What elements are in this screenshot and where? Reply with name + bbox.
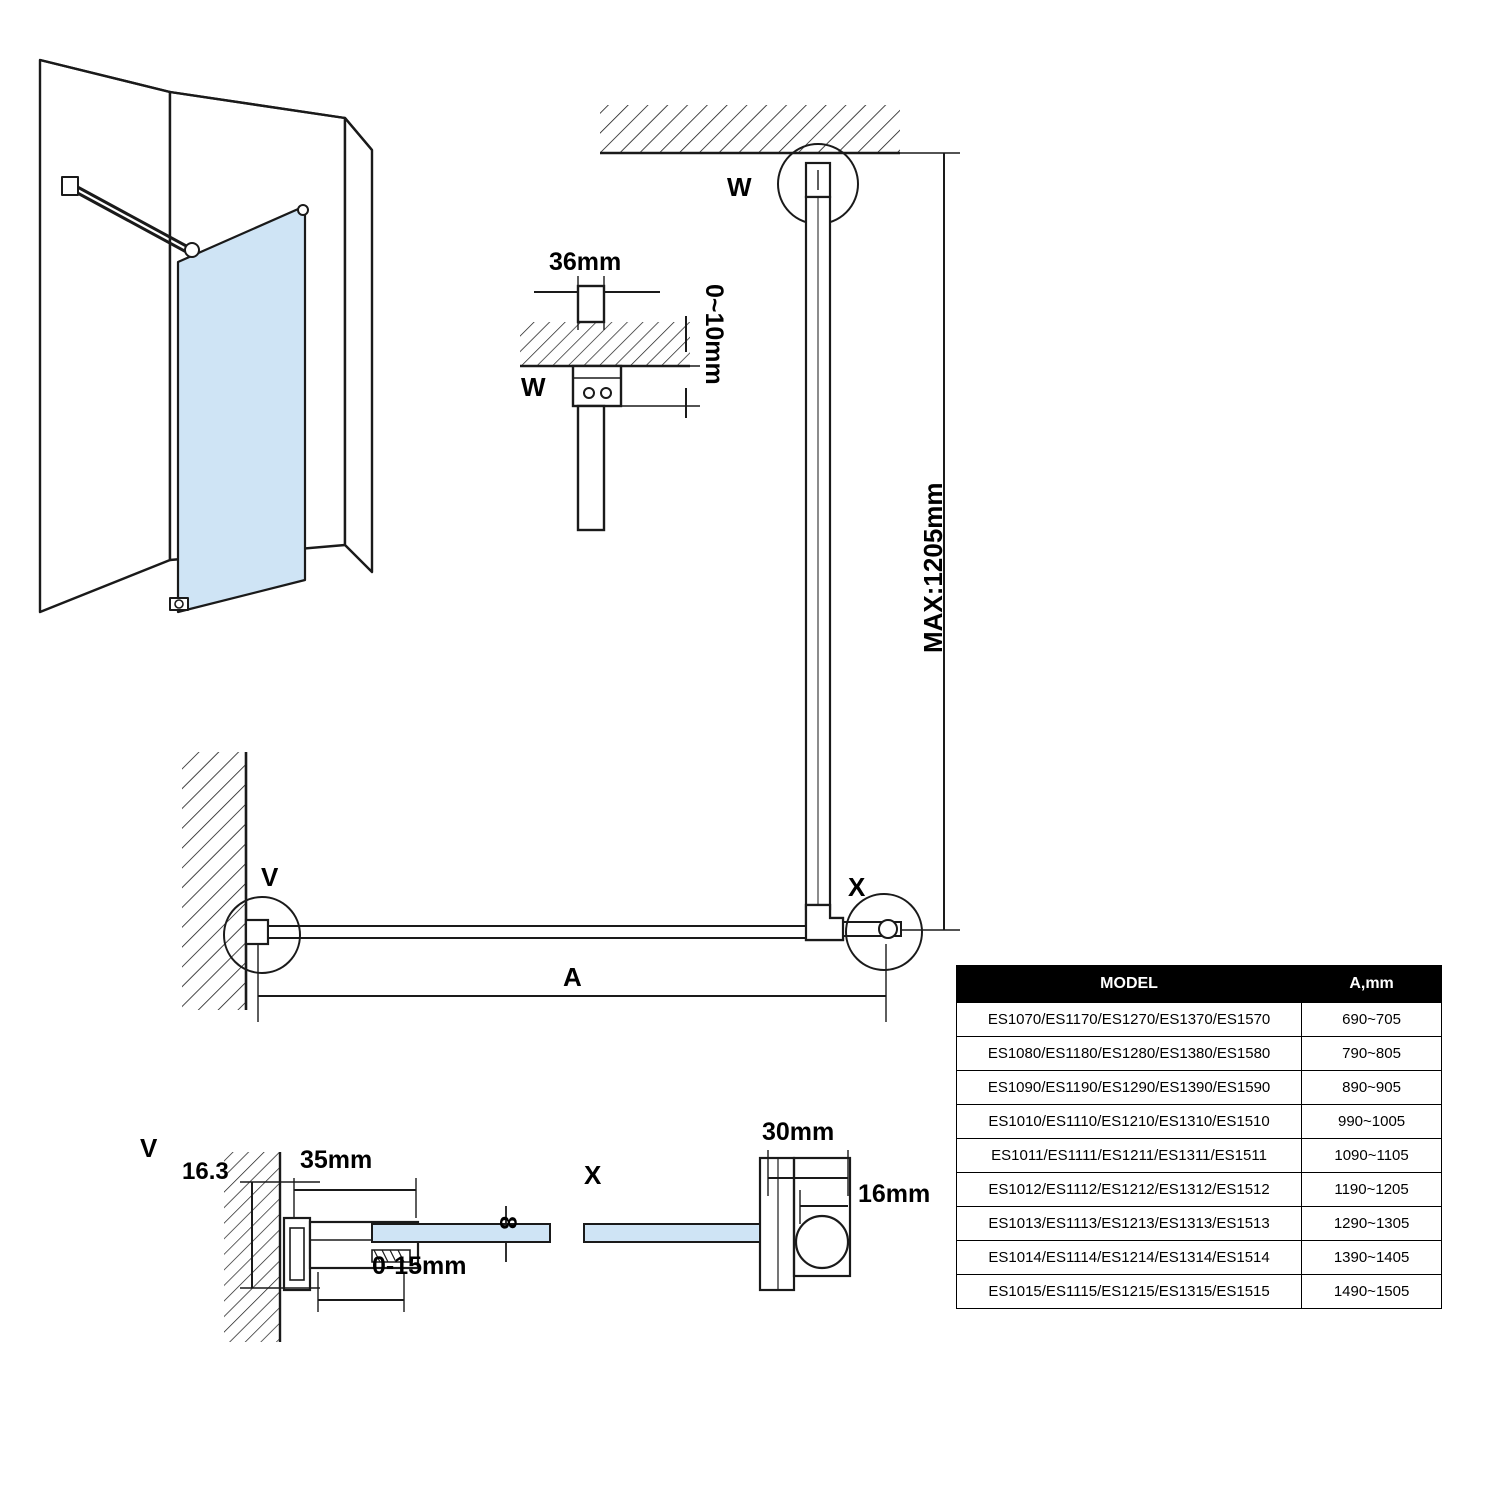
table-body — [957, 1003, 1442, 1309]
header-a: A,mm — [1302, 966, 1442, 1003]
table-row — [957, 1105, 1442, 1139]
cell-model: ES1090/ES1190/ES1290/ES1390/ES1590 — [957, 1071, 1302, 1105]
label-w-detail: W — [521, 372, 546, 402]
table-row — [957, 1071, 1442, 1105]
cell-model: ES1015/ES1115/ES1215/ES1315/ES1515 — [957, 1275, 1302, 1309]
vertical-bar-view — [600, 105, 960, 970]
label-dim-30mm: 30mm — [762, 1118, 835, 1146]
label-dim-36mm: 36mm — [549, 248, 622, 276]
label-dim-0-15mm: 0-15mm — [372, 1252, 467, 1280]
label-dim-16-3: 16.3 — [182, 1158, 229, 1185]
label-dim-glass-8: 8 — [494, 1216, 521, 1230]
label-dim-0-10mm: 0~10mm — [700, 284, 728, 385]
cell-a: 1390~1405 — [1302, 1241, 1442, 1275]
label-max-height: MAX:1205mm — [918, 482, 948, 653]
label-w-top: W — [727, 172, 752, 202]
table-row — [957, 1037, 1442, 1071]
model-spec-table — [956, 965, 1442, 1309]
cell-model: ES1012/ES1112/ES1212/ES1312/ES1512 — [957, 1173, 1302, 1207]
label-x-plan: X — [848, 872, 866, 902]
cell-model: ES1010/ES1110/ES1210/ES1310/ES1510 — [957, 1105, 1302, 1139]
cell-model: ES1080/ES1180/ES1280/ES1380/ES1580 — [957, 1037, 1302, 1071]
perspective-view — [40, 60, 372, 612]
cell-a: 1190~1205 — [1302, 1173, 1442, 1207]
cell-model: ES1014/ES1114/ES1214/ES1314/ES1514 — [957, 1241, 1302, 1275]
cell-model: ES1011/ES1111/ES1211/ES1311/ES1511 — [957, 1139, 1302, 1173]
cell-a: 1090~1105 — [1302, 1139, 1442, 1173]
label-x-detail: X — [584, 1160, 602, 1190]
cell-a: 890~905 — [1302, 1071, 1442, 1105]
cell-a: 790~805 — [1302, 1037, 1442, 1071]
header-model: MODEL — [957, 966, 1302, 1003]
table-row — [957, 1173, 1442, 1207]
cell-a: 690~705 — [1302, 1003, 1442, 1037]
cell-a: 990~1005 — [1302, 1105, 1442, 1139]
cell-model: ES1070/ES1170/ES1270/ES1370/ES1570 — [957, 1003, 1302, 1037]
table-row — [957, 1275, 1442, 1309]
detail-v-profile — [224, 1152, 550, 1342]
detail-x-profile — [584, 1150, 850, 1290]
cell-model: ES1013/ES1113/ES1213/ES1313/ES1513 — [957, 1207, 1302, 1241]
table-row — [957, 1241, 1442, 1275]
label-v-plan: V — [261, 862, 279, 892]
cell-a: 1490~1505 — [1302, 1275, 1442, 1309]
detail-w-bracket — [520, 276, 700, 530]
table-row — [957, 1139, 1442, 1173]
label-dim-16mm: 16mm — [858, 1180, 931, 1208]
label-dim-a: A — [563, 962, 582, 992]
cell-a: 1290~1305 — [1302, 1207, 1442, 1241]
table-row — [957, 1003, 1442, 1037]
table-header-row — [957, 966, 1442, 1003]
label-v-detail: V — [140, 1133, 158, 1163]
label-dim-35mm: 35mm — [300, 1146, 373, 1174]
plan-view — [182, 752, 886, 1022]
table-row — [957, 1207, 1442, 1241]
